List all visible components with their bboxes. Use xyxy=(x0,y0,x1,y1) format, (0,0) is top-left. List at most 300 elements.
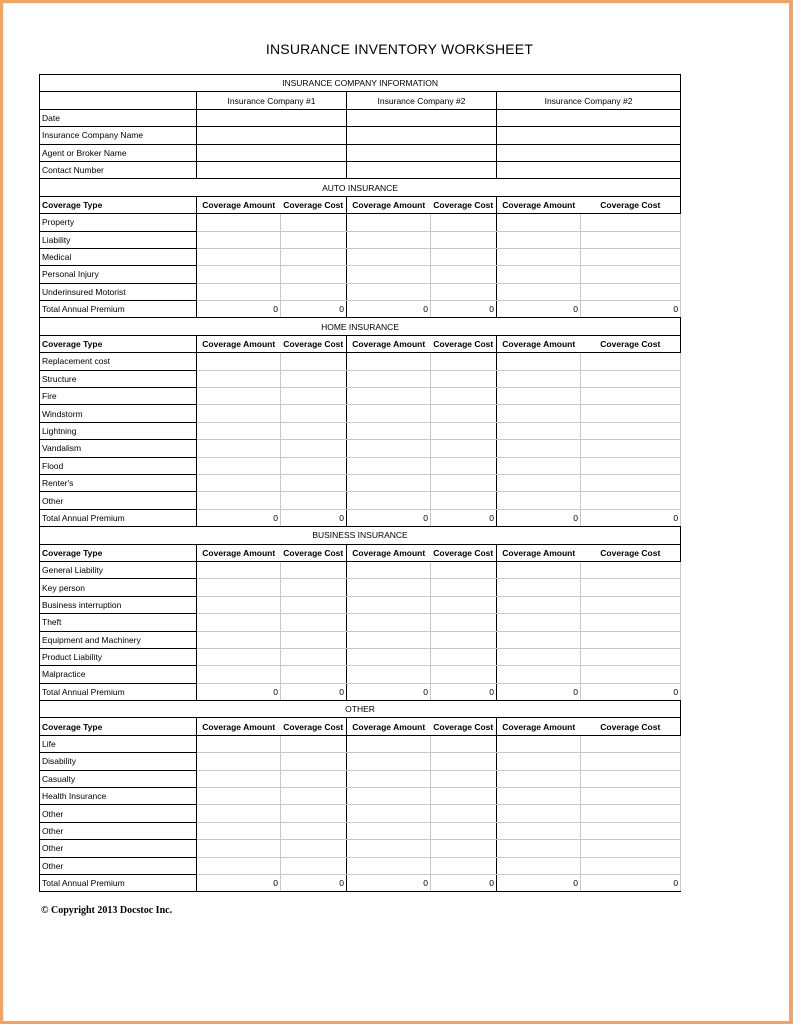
coverage-amount-cell[interactable] xyxy=(347,770,431,787)
coverage-cost-cell[interactable] xyxy=(431,440,497,457)
total-premium-value: 0 xyxy=(347,301,431,318)
total-premium-label: Total Annual Premium xyxy=(40,301,197,318)
coverage-cost-cell[interactable] xyxy=(431,353,497,370)
coverage-cost-cell[interactable] xyxy=(431,492,497,509)
coverage-cost-cell[interactable] xyxy=(581,631,681,648)
coverage-type-label: Renter's xyxy=(40,474,197,491)
coverage-type-label: Fire xyxy=(40,388,197,405)
coverage-row xyxy=(40,405,681,422)
coverage-amount-cell[interactable] xyxy=(347,788,431,805)
coverage-row xyxy=(40,631,681,648)
company-field-input[interactable] xyxy=(497,127,681,144)
copyright-footer: © Copyright 2013 Docstoc Inc. xyxy=(41,905,173,916)
coverage-amount-cell[interactable] xyxy=(197,283,281,300)
coverage-row xyxy=(40,266,681,283)
coverage-cost-header: Coverage Cost xyxy=(281,335,347,352)
company-field-row xyxy=(40,144,681,161)
coverage-amount-cell[interactable] xyxy=(347,753,431,770)
section-heading-row xyxy=(40,527,681,544)
coverage-amount-cell[interactable] xyxy=(197,788,281,805)
coverage-amount-cell[interactable] xyxy=(497,822,581,839)
coverage-amount-header: Coverage Amount xyxy=(347,544,431,561)
coverage-cost-cell[interactable] xyxy=(281,492,347,509)
coverage-amount-cell[interactable] xyxy=(197,266,281,283)
coverage-amount-cell[interactable] xyxy=(197,388,281,405)
coverage-cost-cell[interactable] xyxy=(281,474,347,491)
coverage-cost-cell[interactable] xyxy=(431,822,497,839)
total-premium-value: 0 xyxy=(281,509,347,526)
coverage-row xyxy=(40,492,681,509)
coverage-cost-cell[interactable] xyxy=(581,770,681,787)
coverage-amount-cell[interactable] xyxy=(497,788,581,805)
coverage-amount-cell[interactable] xyxy=(497,457,581,474)
coverage-cost-cell[interactable] xyxy=(431,596,497,613)
coverage-amount-cell[interactable] xyxy=(497,440,581,457)
company-field-input[interactable] xyxy=(497,144,681,161)
coverage-row xyxy=(40,735,681,752)
coverage-cost-cell[interactable] xyxy=(431,579,497,596)
coverage-amount-cell[interactable] xyxy=(197,561,281,578)
coverage-type-header: Coverage Type xyxy=(40,544,197,561)
coverage-amount-cell[interactable] xyxy=(197,822,281,839)
total-premium-value: 0 xyxy=(347,509,431,526)
coverage-cost-cell[interactable] xyxy=(281,370,347,387)
company-field-input[interactable] xyxy=(347,144,497,161)
coverage-amount-cell[interactable] xyxy=(497,735,581,752)
coverage-row xyxy=(40,214,681,231)
coverage-cost-cell[interactable] xyxy=(281,579,347,596)
coverage-amount-cell[interactable] xyxy=(497,492,581,509)
coverage-cost-cell[interactable] xyxy=(431,735,497,752)
coverage-cost-cell[interactable] xyxy=(281,822,347,839)
total-premium-value: 0 xyxy=(347,874,431,891)
coverage-cost-cell[interactable] xyxy=(431,283,497,300)
coverage-type-label: Personal Injury xyxy=(40,266,197,283)
coverage-amount-cell[interactable] xyxy=(497,283,581,300)
coverage-row xyxy=(40,422,681,439)
coverage-amount-cell[interactable] xyxy=(197,214,281,231)
coverage-amount-cell[interactable] xyxy=(497,405,581,422)
coverage-row xyxy=(40,596,681,613)
coverage-amount-header: Coverage Amount xyxy=(497,335,581,352)
coverage-cost-cell[interactable] xyxy=(281,561,347,578)
coverage-cost-cell[interactable] xyxy=(581,283,681,300)
coverage-type-label: Malpractice xyxy=(40,666,197,683)
total-premium-value: 0 xyxy=(497,301,581,318)
coverage-amount-cell[interactable] xyxy=(347,857,431,874)
coverage-amount-cell[interactable] xyxy=(497,474,581,491)
coverage-amount-cell[interactable] xyxy=(347,353,431,370)
coverage-cost-cell[interactable] xyxy=(581,822,681,839)
coverage-amount-cell[interactable] xyxy=(347,631,431,648)
coverage-type-label: Lightning xyxy=(40,422,197,439)
coverage-row xyxy=(40,388,681,405)
coverage-type-label: Other xyxy=(40,805,197,822)
company-1-label: Insurance Company #1 xyxy=(197,92,347,109)
coverage-type-label: Structure xyxy=(40,370,197,387)
coverage-cost-cell[interactable] xyxy=(581,840,681,857)
coverage-amount-cell[interactable] xyxy=(347,648,431,665)
coverage-row xyxy=(40,805,681,822)
coverage-amount-cell[interactable] xyxy=(197,440,281,457)
coverage-amount-cell[interactable] xyxy=(497,666,581,683)
coverage-amount-cell[interactable] xyxy=(197,631,281,648)
coverage-amount-cell[interactable] xyxy=(347,422,431,439)
total-premium-row xyxy=(40,874,681,891)
total-premium-value: 0 xyxy=(581,874,681,891)
coverage-cost-cell[interactable] xyxy=(281,405,347,422)
coverage-cost-cell[interactable] xyxy=(281,666,347,683)
total-premium-value: 0 xyxy=(431,874,497,891)
coverage-amount-cell[interactable] xyxy=(197,579,281,596)
coverage-cost-cell[interactable] xyxy=(281,231,347,248)
coverage-amount-cell[interactable] xyxy=(497,231,581,248)
coverage-amount-cell[interactable] xyxy=(347,405,431,422)
coverage-amount-cell[interactable] xyxy=(197,753,281,770)
coverage-amount-cell[interactable] xyxy=(347,614,431,631)
total-premium-value: 0 xyxy=(431,509,497,526)
coverage-cost-header: Coverage Cost xyxy=(581,544,681,561)
coverage-amount-cell[interactable] xyxy=(347,388,431,405)
coverage-cost-cell[interactable] xyxy=(431,214,497,231)
coverage-amount-cell[interactable] xyxy=(347,805,431,822)
company-field-input[interactable] xyxy=(347,109,497,126)
coverage-amount-cell[interactable] xyxy=(347,822,431,839)
coverage-type-header: Coverage Type xyxy=(40,335,197,352)
coverage-row xyxy=(40,753,681,770)
total-premium-value: 0 xyxy=(197,301,281,318)
coverage-amount-cell[interactable] xyxy=(347,735,431,752)
coverage-amount-cell[interactable] xyxy=(347,214,431,231)
coverage-cost-cell[interactable] xyxy=(581,422,681,439)
total-premium-value: 0 xyxy=(581,301,681,318)
coverage-amount-cell[interactable] xyxy=(347,840,431,857)
total-premium-label: Total Annual Premium xyxy=(40,683,197,700)
coverage-cost-cell[interactable] xyxy=(581,579,681,596)
coverage-cost-cell[interactable] xyxy=(431,840,497,857)
company-field-input[interactable] xyxy=(497,161,681,178)
coverage-row xyxy=(40,231,681,248)
company-names-blank-cell xyxy=(40,92,197,109)
coverage-cost-cell[interactable] xyxy=(431,648,497,665)
coverage-cost-cell[interactable] xyxy=(281,840,347,857)
coverage-amount-cell[interactable] xyxy=(497,370,581,387)
coverage-amount-cell[interactable] xyxy=(347,579,431,596)
coverage-amount-header: Coverage Amount xyxy=(197,335,281,352)
company-field-input[interactable] xyxy=(197,161,347,178)
total-premium-label: Total Annual Premium xyxy=(40,874,197,891)
worksheet-body xyxy=(40,75,681,892)
total-premium-value: 0 xyxy=(431,301,497,318)
company-names-row xyxy=(40,92,681,109)
coverage-type-label: Product Liability xyxy=(40,648,197,665)
section-heading-row xyxy=(40,701,681,718)
coverage-cost-cell[interactable] xyxy=(431,857,497,874)
coverage-cost-cell[interactable] xyxy=(281,283,347,300)
total-premium-value: 0 xyxy=(581,509,681,526)
total-premium-value: 0 xyxy=(281,683,347,700)
coverage-row xyxy=(40,579,681,596)
coverage-amount-header: Coverage Amount xyxy=(197,196,281,213)
total-premium-value: 0 xyxy=(497,874,581,891)
coverage-cost-cell[interactable] xyxy=(281,753,347,770)
coverage-amount-cell[interactable] xyxy=(497,561,581,578)
coverage-type-label: General Liability xyxy=(40,561,197,578)
total-premium-row xyxy=(40,301,681,318)
coverage-cost-cell[interactable] xyxy=(581,474,681,491)
coverage-amount-cell[interactable] xyxy=(497,579,581,596)
company-field-input[interactable] xyxy=(347,127,497,144)
coverage-cost-cell[interactable] xyxy=(281,735,347,752)
coverage-type-label: Underinsured Motorist xyxy=(40,283,197,300)
coverage-cost-cell[interactable] xyxy=(431,474,497,491)
coverage-cost-header: Coverage Cost xyxy=(431,196,497,213)
coverage-amount-cell[interactable] xyxy=(347,596,431,613)
coverage-type-header: Coverage Type xyxy=(40,196,197,213)
coverage-amount-cell[interactable] xyxy=(497,857,581,874)
coverage-cost-cell[interactable] xyxy=(431,457,497,474)
coverage-cost-cell[interactable] xyxy=(281,648,347,665)
coverage-amount-cell[interactable] xyxy=(197,770,281,787)
coverage-cost-cell[interactable] xyxy=(431,770,497,787)
coverage-cost-cell[interactable] xyxy=(581,561,681,578)
coverage-amount-cell[interactable] xyxy=(497,422,581,439)
coverage-cost-cell[interactable] xyxy=(431,666,497,683)
coverage-amount-cell[interactable] xyxy=(497,805,581,822)
coverage-amount-cell[interactable] xyxy=(497,266,581,283)
coverage-cost-header: Coverage Cost xyxy=(581,335,681,352)
coverage-amount-cell[interactable] xyxy=(347,457,431,474)
coverage-cost-cell[interactable] xyxy=(281,631,347,648)
coverage-type-label: Replacement cost xyxy=(40,353,197,370)
section-heading-row xyxy=(40,318,681,335)
coverage-cost-cell[interactable] xyxy=(281,857,347,874)
coverage-cost-cell[interactable] xyxy=(581,388,681,405)
coverage-cost-cell[interactable] xyxy=(281,770,347,787)
coverage-type-label: Equipment and Machinery xyxy=(40,631,197,648)
coverage-type-label: Medical xyxy=(40,248,197,265)
coverage-amount-header: Coverage Amount xyxy=(497,196,581,213)
coverage-cost-cell[interactable] xyxy=(431,266,497,283)
coverage-cost-cell[interactable] xyxy=(281,805,347,822)
coverage-cost-header: Coverage Cost xyxy=(431,544,497,561)
coverage-amount-cell[interactable] xyxy=(497,214,581,231)
coverage-cost-cell[interactable] xyxy=(431,405,497,422)
coverage-amount-cell[interactable] xyxy=(197,840,281,857)
total-premium-value: 0 xyxy=(197,874,281,891)
company-field-input[interactable] xyxy=(497,109,681,126)
coverage-cost-cell[interactable] xyxy=(281,596,347,613)
coverage-type-label: Property xyxy=(40,214,197,231)
total-premium-value: 0 xyxy=(347,683,431,700)
coverage-cost-cell[interactable] xyxy=(581,405,681,422)
coverage-cost-cell[interactable] xyxy=(281,440,347,457)
coverage-cost-cell[interactable] xyxy=(431,388,497,405)
coverage-amount-cell[interactable] xyxy=(497,614,581,631)
coverage-cost-cell[interactable] xyxy=(281,266,347,283)
column-header-row xyxy=(40,544,681,561)
coverage-amount-cell[interactable] xyxy=(347,440,431,457)
coverage-amount-cell[interactable] xyxy=(497,770,581,787)
coverage-cost-cell[interactable] xyxy=(581,440,681,457)
coverage-cost-cell[interactable] xyxy=(581,648,681,665)
coverage-cost-cell[interactable] xyxy=(581,492,681,509)
total-premium-value: 0 xyxy=(281,301,347,318)
company-field-input[interactable] xyxy=(347,161,497,178)
company-field-row xyxy=(40,109,681,126)
coverage-cost-cell[interactable] xyxy=(581,753,681,770)
coverage-row xyxy=(40,857,681,874)
company-field-input[interactable] xyxy=(197,127,347,144)
company-field-label: Agent or Broker Name xyxy=(40,144,197,161)
coverage-amount-cell[interactable] xyxy=(497,631,581,648)
coverage-cost-cell[interactable] xyxy=(581,231,681,248)
coverage-cost-cell[interactable] xyxy=(581,735,681,752)
coverage-amount-cell[interactable] xyxy=(497,753,581,770)
coverage-type-label: Casualty xyxy=(40,770,197,787)
coverage-cost-cell[interactable] xyxy=(581,788,681,805)
coverage-cost-cell[interactable] xyxy=(581,266,681,283)
column-header-row xyxy=(40,196,681,213)
coverage-amount-cell[interactable] xyxy=(197,370,281,387)
coverage-cost-cell[interactable] xyxy=(431,805,497,822)
coverage-amount-cell[interactable] xyxy=(197,805,281,822)
coverage-amount-cell[interactable] xyxy=(497,388,581,405)
company-info-header-row xyxy=(40,75,681,92)
coverage-cost-cell[interactable] xyxy=(431,614,497,631)
coverage-cost-cell[interactable] xyxy=(581,370,681,387)
coverage-type-label: Business interruption xyxy=(40,596,197,613)
coverage-row xyxy=(40,840,681,857)
coverage-amount-cell[interactable] xyxy=(197,405,281,422)
coverage-cost-cell[interactable] xyxy=(431,788,497,805)
coverage-amount-cell[interactable] xyxy=(347,283,431,300)
coverage-type-label: Life xyxy=(40,735,197,752)
coverage-cost-cell[interactable] xyxy=(431,631,497,648)
coverage-type-label: Other xyxy=(40,857,197,874)
coverage-amount-cell[interactable] xyxy=(197,353,281,370)
coverage-amount-cell[interactable] xyxy=(197,596,281,613)
coverage-cost-cell[interactable] xyxy=(431,370,497,387)
coverage-cost-cell[interactable] xyxy=(281,422,347,439)
coverage-cost-cell[interactable] xyxy=(581,614,681,631)
coverage-row xyxy=(40,822,681,839)
coverage-amount-cell[interactable] xyxy=(197,248,281,265)
company-field-input[interactable] xyxy=(197,144,347,161)
coverage-cost-cell[interactable] xyxy=(431,248,497,265)
coverage-amount-cell[interactable] xyxy=(497,596,581,613)
coverage-type-label: Health Insurance xyxy=(40,788,197,805)
coverage-cost-cell[interactable] xyxy=(431,753,497,770)
total-premium-value: 0 xyxy=(281,874,347,891)
coverage-amount-cell[interactable] xyxy=(347,370,431,387)
coverage-row xyxy=(40,666,681,683)
total-premium-value: 0 xyxy=(431,683,497,700)
total-premium-value: 0 xyxy=(497,509,581,526)
coverage-type-label: Theft xyxy=(40,614,197,631)
worksheet-table xyxy=(39,74,681,892)
coverage-cost-header: Coverage Cost xyxy=(281,544,347,561)
coverage-amount-cell[interactable] xyxy=(197,457,281,474)
coverage-cost-cell[interactable] xyxy=(281,214,347,231)
coverage-amount-cell[interactable] xyxy=(347,666,431,683)
coverage-amount-cell[interactable] xyxy=(497,840,581,857)
coverage-row xyxy=(40,788,681,805)
coverage-amount-cell[interactable] xyxy=(197,735,281,752)
coverage-cost-cell[interactable] xyxy=(581,248,681,265)
coverage-type-label: Disability xyxy=(40,753,197,770)
coverage-amount-header: Coverage Amount xyxy=(197,544,281,561)
coverage-cost-cell[interactable] xyxy=(581,457,681,474)
coverage-amount-cell[interactable] xyxy=(497,248,581,265)
coverage-type-label: Other xyxy=(40,840,197,857)
coverage-type-label: Vandalism xyxy=(40,440,197,457)
coverage-type-label: Other xyxy=(40,822,197,839)
coverage-amount-cell[interactable] xyxy=(347,474,431,491)
total-premium-value: 0 xyxy=(581,683,681,700)
coverage-amount-cell[interactable] xyxy=(197,857,281,874)
coverage-row xyxy=(40,248,681,265)
section-heading: AUTO INSURANCE xyxy=(40,179,681,196)
coverage-amount-cell[interactable] xyxy=(197,614,281,631)
company-field-row xyxy=(40,127,681,144)
coverage-amount-cell[interactable] xyxy=(497,648,581,665)
coverage-amount-cell[interactable] xyxy=(197,231,281,248)
coverage-amount-cell[interactable] xyxy=(347,231,431,248)
coverage-cost-cell[interactable] xyxy=(281,248,347,265)
coverage-cost-cell[interactable] xyxy=(581,666,681,683)
coverage-row xyxy=(40,474,681,491)
company-3-label: Insurance Company #2 xyxy=(497,92,681,109)
coverage-amount-cell[interactable] xyxy=(347,561,431,578)
coverage-cost-cell[interactable] xyxy=(281,457,347,474)
coverage-cost-cell[interactable] xyxy=(281,788,347,805)
coverage-amount-header: Coverage Amount xyxy=(347,335,431,352)
coverage-cost-cell[interactable] xyxy=(431,231,497,248)
coverage-cost-cell[interactable] xyxy=(431,422,497,439)
coverage-amount-cell[interactable] xyxy=(197,492,281,509)
coverage-cost-cell[interactable] xyxy=(431,561,497,578)
company-field-label: Date xyxy=(40,109,197,126)
coverage-cost-cell[interactable] xyxy=(581,857,681,874)
coverage-cost-cell[interactable] xyxy=(581,805,681,822)
coverage-amount-cell[interactable] xyxy=(347,492,431,509)
coverage-amount-cell[interactable] xyxy=(197,422,281,439)
company-field-input[interactable] xyxy=(197,109,347,126)
coverage-cost-cell[interactable] xyxy=(281,388,347,405)
coverage-type-label: Flood xyxy=(40,457,197,474)
coverage-cost-cell[interactable] xyxy=(581,214,681,231)
coverage-cost-cell[interactable] xyxy=(281,614,347,631)
coverage-amount-cell[interactable] xyxy=(197,474,281,491)
coverage-amount-header: Coverage Amount xyxy=(497,544,581,561)
coverage-amount-cell[interactable] xyxy=(497,353,581,370)
coverage-cost-cell[interactable] xyxy=(581,353,681,370)
coverage-amount-header: Coverage Amount xyxy=(347,196,431,213)
coverage-amount-cell[interactable] xyxy=(347,248,431,265)
column-header-row xyxy=(40,718,681,735)
coverage-amount-cell[interactable] xyxy=(347,266,431,283)
coverage-cost-cell[interactable] xyxy=(581,596,681,613)
coverage-amount-cell[interactable] xyxy=(197,666,281,683)
coverage-row xyxy=(40,561,681,578)
coverage-amount-cell[interactable] xyxy=(197,648,281,665)
company-field-row xyxy=(40,161,681,178)
coverage-type-header: Coverage Type xyxy=(40,718,197,735)
company-2-label: Insurance Company #2 xyxy=(347,92,497,109)
coverage-row xyxy=(40,614,681,631)
coverage-cost-cell[interactable] xyxy=(281,353,347,370)
